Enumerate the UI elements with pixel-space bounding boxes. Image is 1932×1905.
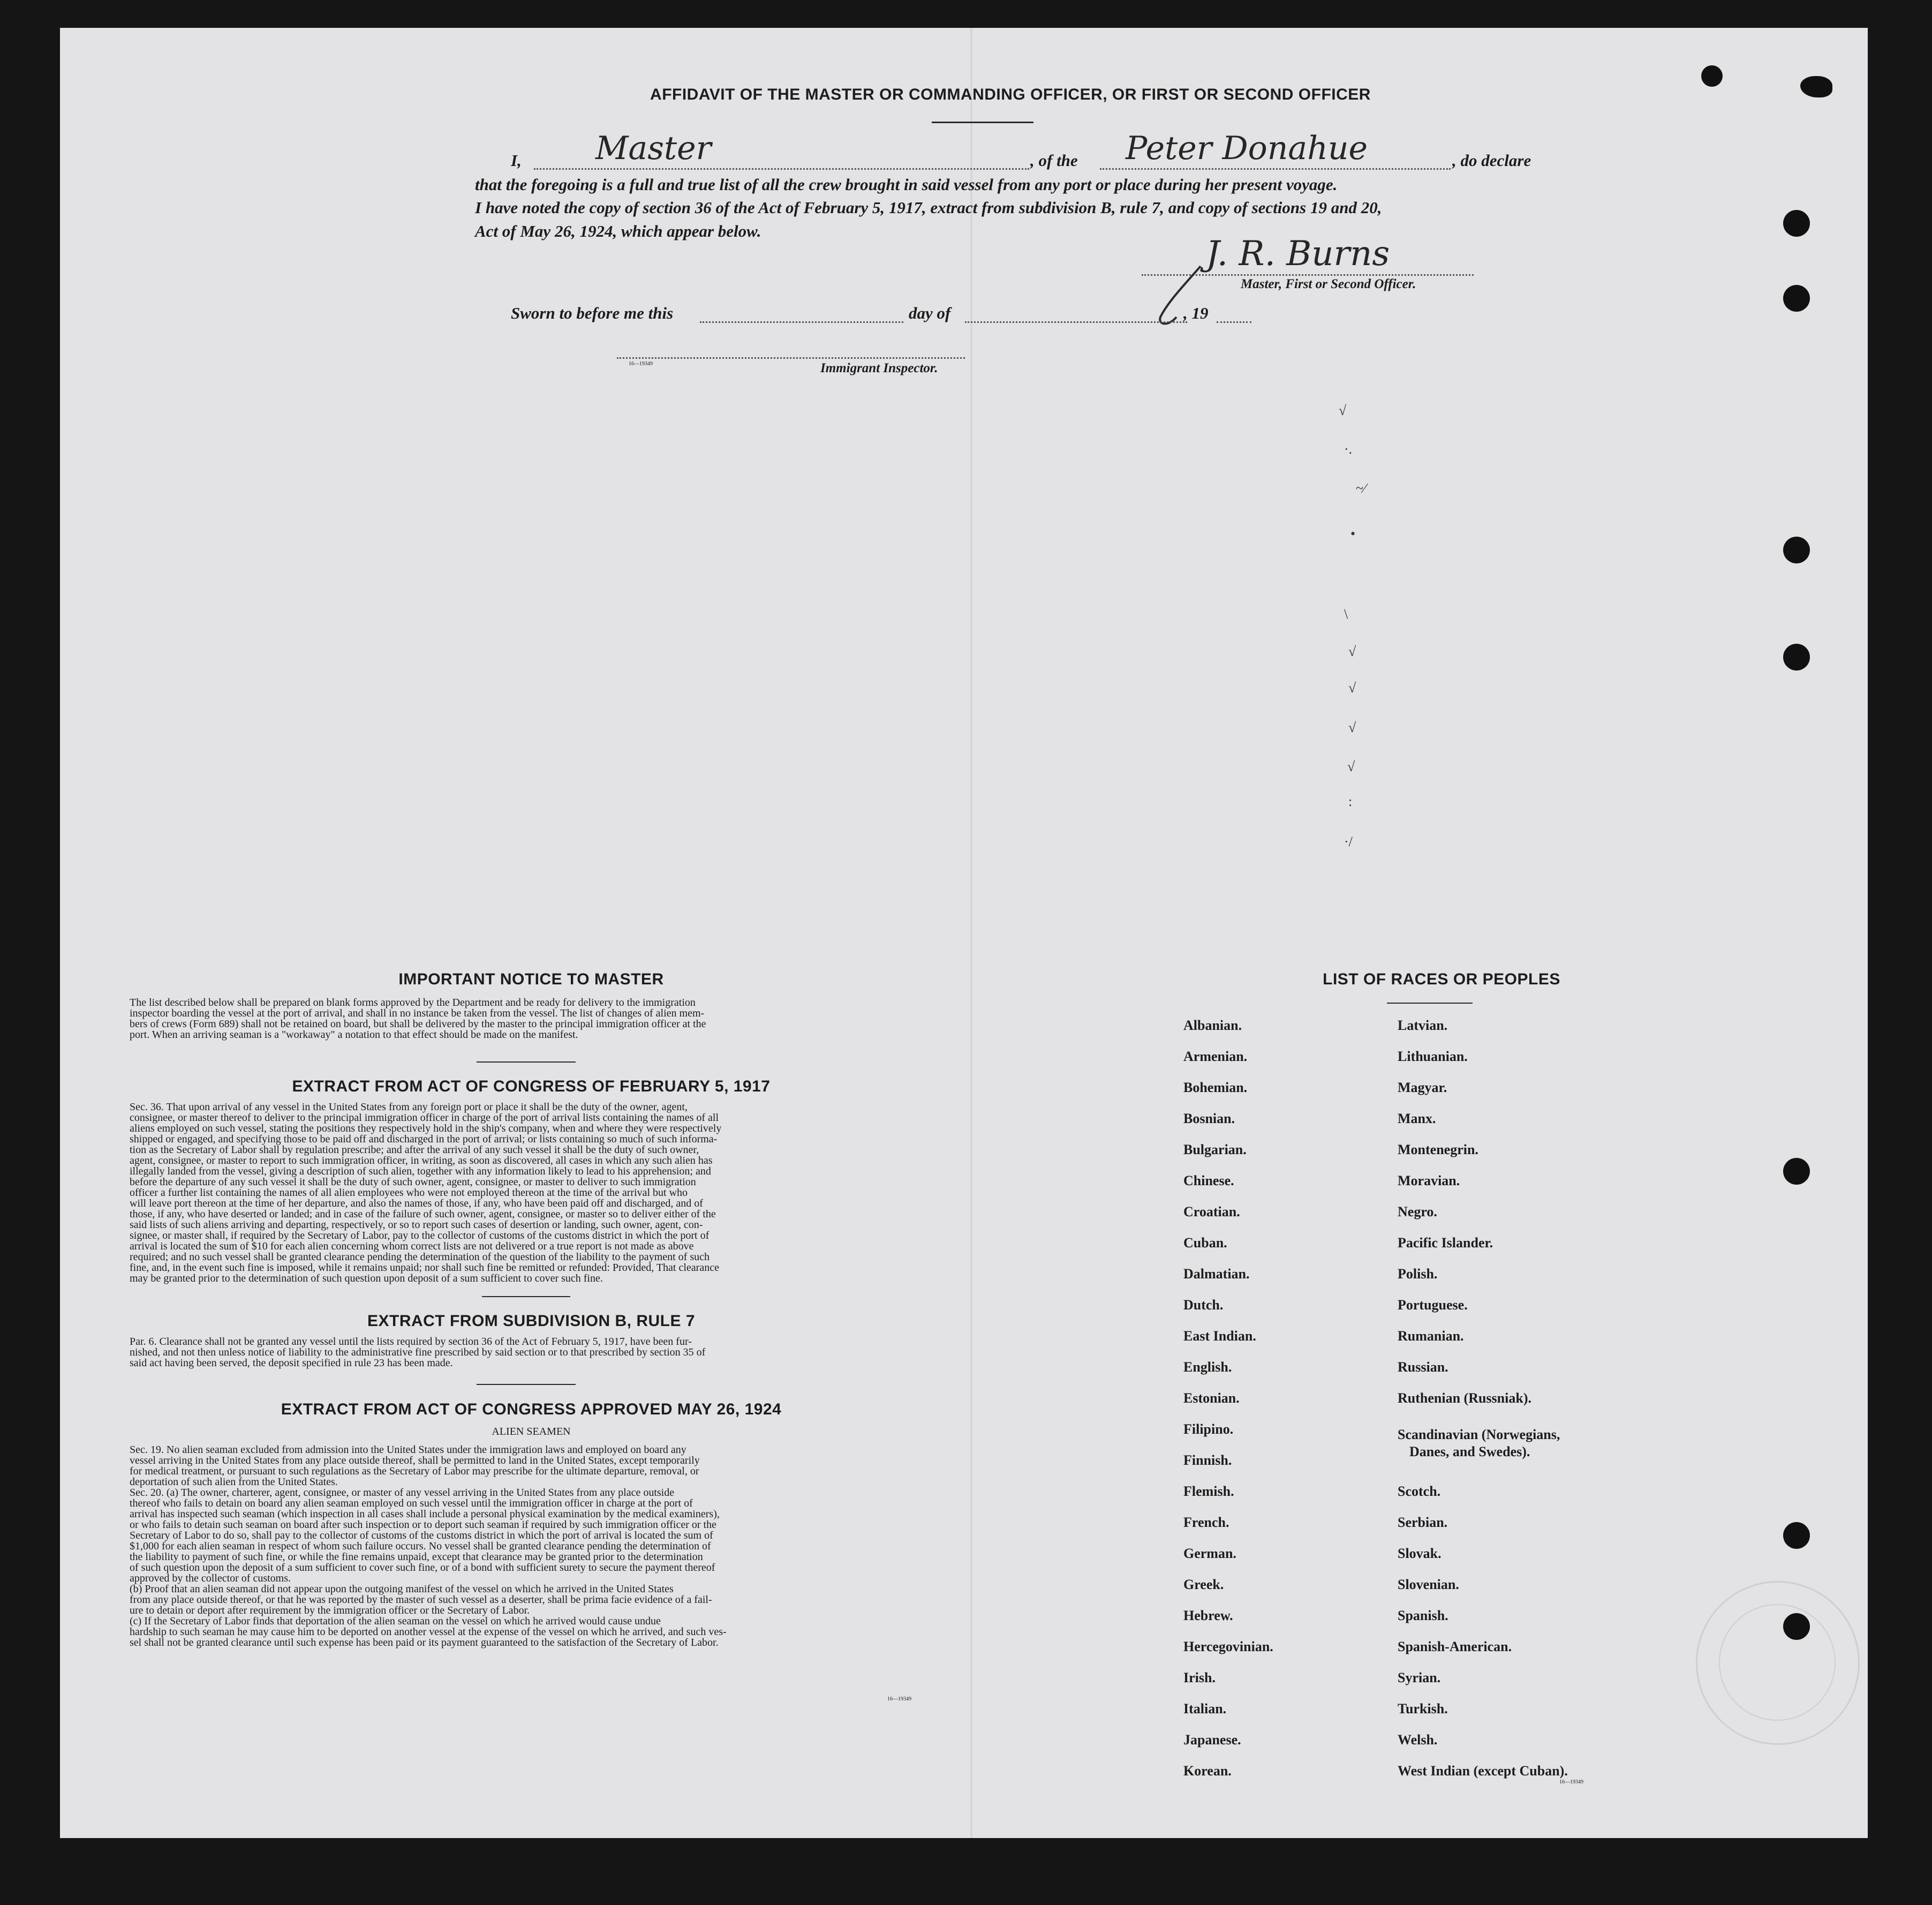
extract-line: for medical treatment, or pursuant to such regulations as the Secretary of Labor may prescribe for the ultimate departure, removal, or <box>130 1465 699 1477</box>
race-right-item: Negro. <box>1398 1204 1437 1219</box>
extract-line: said act having been served, the deposit specified in rule 23 has been made. <box>130 1357 453 1369</box>
tally-mark: √ <box>1347 759 1355 774</box>
race-left-item: Filipino. <box>1183 1421 1234 1437</box>
race-right-item: Turkish. <box>1398 1701 1448 1716</box>
extract-line: arrival has inspected such seaman (which inspection in all cases shall include a personal physical examination by the medical examiners), <box>130 1508 720 1520</box>
races-title: LIST OF RACES OR PEOPLES <box>1323 970 1560 988</box>
race-right-item: Scotch. <box>1398 1484 1441 1499</box>
extract-line: may be granted prior to the determination of such question upon deposit of a sum sufficient to cover such fine. <box>130 1272 603 1284</box>
extract-line: Par. 6. Clearance shall not be granted any vessel until the lists required by section 36 of the Act of February 5, 1917, have been fur- <box>130 1336 692 1347</box>
race-right-item: Spanish. <box>1398 1608 1448 1623</box>
race-right-item: Spanish-American. <box>1398 1639 1512 1654</box>
race-left-item: Dalmatian. <box>1183 1266 1250 1282</box>
inspector-caption: Immigrant Inspector. <box>820 361 938 375</box>
race-left-item: French. <box>1183 1515 1229 1530</box>
race-left-item: Cuban. <box>1183 1235 1227 1251</box>
officer-handwritten: Master <box>595 130 712 167</box>
tally-mark: • <box>1350 526 1356 541</box>
punch-hole <box>1783 1522 1810 1549</box>
race-left-item: Hercegovinian. <box>1183 1639 1273 1654</box>
race-right-item: Slovenian. <box>1398 1577 1459 1592</box>
punch-hole <box>1783 210 1810 237</box>
tally-mark: ·/ <box>1344 834 1353 849</box>
sworn-month-line <box>965 321 1187 323</box>
title-underline <box>932 122 1033 123</box>
race-right-item: Polish. <box>1398 1266 1438 1282</box>
extract-line: vessel arriving in the United States from any place outside thereof, shall be permitted to land in the United States, except temporarily <box>130 1455 700 1466</box>
race-left-item: Armenian. <box>1183 1049 1248 1064</box>
document-sheet <box>60 28 1868 1838</box>
extract-line: sel shall not be granted clearance until such expense has been paid or its payment guaranteed to the satisfaction of the Secretary of Labor. <box>130 1637 719 1648</box>
race-left-item: Flemish. <box>1183 1484 1234 1499</box>
race-left-item: Chinese. <box>1183 1173 1234 1188</box>
race-left-item: Irish. <box>1183 1670 1216 1685</box>
punch-hole <box>1783 285 1810 312</box>
extract-line: ure to detain or deport after requirement by the immigration officer or the Secretary of Labor. <box>130 1605 530 1616</box>
race-left-item: Bosnian. <box>1183 1111 1235 1126</box>
affidavit-line-4: Act of May 26, 1924, which appear below. <box>475 222 761 240</box>
race-right-item: Scandinavian (Norwegians, <box>1398 1427 1560 1442</box>
divider <box>482 1296 570 1297</box>
race-right-item: Syrian. <box>1398 1670 1441 1685</box>
race-right-item: Welsh. <box>1398 1732 1438 1748</box>
extract-line: aliens employed on such vessel, stating the positions they respectively hold in the ship's company, when and where they were respectively <box>130 1123 722 1134</box>
extract-line: before the departure of any such vessel it shall be the duty of such owner, agent, consignee, or master to deliver to such immigration <box>130 1176 696 1188</box>
notice-body <box>130 997 933 1040</box>
extract-line: arrival is located the sum of $10 for each alien concerning whom correct lists are not delivered or a true report is not made as above <box>130 1240 694 1252</box>
extract-line: Sec. 20. (a) The owner, charterer, agent, consignee, or master of any vessel arriving in the United States from any place outside <box>130 1487 675 1499</box>
punch-hole <box>1701 65 1723 87</box>
signature-handwritten: J. R. Burns <box>1206 234 1390 274</box>
tally-mark: √ <box>1348 680 1356 696</box>
race-right-item: Rumanian. <box>1398 1328 1464 1344</box>
affidavit-line-2: that the foregoing is a full and true list of all the crew brought in said vessel from any port or place during her present voyage. <box>475 175 1338 194</box>
rule7-body <box>130 1336 933 1368</box>
notice-line: bers of crews (Form 689) shall not be retained on board, but shall be delivered by the master to the principal immigration officer at the <box>130 1018 706 1030</box>
divider <box>477 1061 576 1063</box>
race-left-item: Estonian. <box>1183 1390 1240 1406</box>
races-form-number: 16—19349 <box>1559 1779 1583 1785</box>
extract-line: consignee, or master thereof to deliver to the principal immigration officer in charge of the port of arrival lists containing the names of all <box>130 1112 719 1124</box>
extract-line: those, if any, who have deserted or landed; and in case of the failure of such owner, agent, consignee, or master so to deliver either of the <box>130 1208 716 1220</box>
notice-line: inspector boarding the vessel at the port of arrival, and shall in no instance be taken from the vessel. The list of changes of alien mem- <box>130 1007 705 1019</box>
affidavit-form-number: 16—19349 <box>629 361 653 367</box>
race-left-item: Korean. <box>1183 1763 1232 1779</box>
extract-line: Sec. 19. No alien seaman excluded from admission into the United States under the immigration laws and employed on board any <box>130 1444 686 1456</box>
notice-line: port. When an arriving seaman is a "workaway" a notation to that effect should be made on the manifest. <box>130 1029 578 1041</box>
day-of-label: day of <box>909 304 951 322</box>
notice-title: IMPORTANT NOTICE TO MASTER <box>398 970 664 988</box>
extract-line: deportation of such alien from the United States. <box>130 1476 338 1488</box>
vessel-fill-line <box>1100 168 1451 170</box>
divider <box>477 1384 576 1385</box>
extract-form-number: 16—19349 <box>887 1696 911 1702</box>
extract-1917-body <box>130 1102 933 1284</box>
race-right-item: Manx. <box>1398 1111 1436 1126</box>
alien-seamen-subtitle: ALIEN SEAMEN <box>492 1426 571 1437</box>
vessel-handwritten: Peter Donahue <box>1126 130 1368 167</box>
race-left-item: Croatian. <box>1183 1204 1240 1219</box>
embossed-seal <box>1696 1581 1860 1745</box>
tally-mark: √ <box>1339 403 1347 418</box>
tally-mark: √ <box>1348 720 1356 735</box>
race-left-item: Bohemian. <box>1183 1080 1248 1095</box>
race-right-item: Montenegrin. <box>1398 1142 1478 1157</box>
affidavit-i-label: I, <box>511 151 522 170</box>
race-left-item: Bulgarian. <box>1183 1142 1247 1157</box>
race-right-item: Slovak. <box>1398 1546 1442 1561</box>
race-right-item: Lithuanian. <box>1398 1049 1468 1064</box>
extract-line: the liability to payment of such fine, or while the fine remains unpaid, except that clearance may be granted prior to the determination <box>130 1551 703 1563</box>
extract-1924-body <box>130 1444 933 1648</box>
extract-line: (b) Proof that an alien seaman did not appear upon the outgoing manifest of the vessel on which he arrived in the United States <box>130 1583 674 1595</box>
of-the-label: , of the <box>1030 151 1078 170</box>
declare-label: , do declare <box>1452 151 1531 170</box>
race-left-item: German. <box>1183 1546 1236 1561</box>
punch-hole <box>1783 644 1810 671</box>
sworn-year-line <box>1217 321 1251 323</box>
sworn-day-line <box>700 321 903 323</box>
notice-line: The list described below shall be prepared on blank forms approved by the Department and be ready for delivery to the immigration <box>130 997 696 1008</box>
affidavit-line-3: I have noted the copy of section 36 of the Act of February 5, 1917, extract from subdivision B, rule 7, and copy of sections 19 and 20, <box>475 198 1382 217</box>
extract-line: signee, or master shall, if required by the Secretary of Labor, pay to the collector of customs of the customs district in which the port of <box>130 1230 710 1241</box>
punch-hole <box>1783 1158 1810 1185</box>
race-left-item: Italian. <box>1183 1701 1227 1716</box>
race-left-item: Dutch. <box>1183 1297 1224 1313</box>
extract-line: $1,000 for each alien seaman in respect of whom such failure occurs. No vessel shall be granted clearance pending the determination of <box>130 1540 711 1552</box>
tally-mark: √ <box>1348 644 1356 659</box>
year-label: , 19 <box>1183 304 1209 322</box>
extract-line: approved by the collector of customs. <box>130 1572 291 1584</box>
embossed-seal-inner-ring <box>1719 1604 1836 1721</box>
race-left-item: English. <box>1183 1359 1232 1375</box>
race-right-item: Serbian. <box>1398 1515 1448 1530</box>
race-right-item: Latvian. <box>1398 1018 1448 1033</box>
race-left-item: Albanian. <box>1183 1018 1242 1033</box>
extract-1924-title: EXTRACT FROM ACT OF CONGRESS APPROVED MAY 26, 1924 <box>281 1400 782 1418</box>
extract-line: agent, consignee, or master to report to such immigration officer, in writing, as soon as discovered, all cases in which any such alien has <box>130 1155 713 1166</box>
race-left-item: Japanese. <box>1183 1732 1241 1748</box>
signature-caption: Master, First or Second Officer. <box>1241 277 1416 291</box>
extract-1917-title: EXTRACT FROM ACT OF CONGRESS OF FEBRUARY 5, 1917 <box>292 1078 771 1095</box>
race-right-item: Ruthenian (Russniak). <box>1398 1390 1531 1406</box>
tally-mark: ·. <box>1344 441 1353 457</box>
tally-mark: ~∕ <box>1356 480 1366 496</box>
officer-fill-line <box>534 168 1029 170</box>
page-fold <box>970 28 972 1838</box>
extract-line: (c) If the Secretary of Labor finds that deportation of the alien seaman on the vessel on which he arrived would cause undue <box>130 1615 661 1627</box>
extract-line: hardship to such seaman he may cause him to be deported on another vessel at the expense of the vessel on which he arrived, and such ves- <box>130 1626 727 1638</box>
extract-line: of such question upon the deposit of a sum sufficient to cover such fine, or of a bond with sufficient surety to secure the payment thereof <box>130 1562 715 1573</box>
race-left-item: East Indian. <box>1183 1328 1256 1344</box>
extract-line: will leave port thereon at the time of her departure, and also the names of those, if any, who have been paid off and discharged, and of <box>130 1198 703 1209</box>
extract-line: or who fails to detain such seaman on board after such inspection or to deport such seaman if required by such immigration officer or the <box>130 1519 716 1531</box>
extract-line: thereof who fails to detain on board any alien seaman employed on such vessel until the immigration officer in charge at the port of <box>130 1497 693 1509</box>
extract-line: fine, and, in the event such fine is imposed, while it remains unpaid; nor shall such fine be remitted or refunded: Provided, That clearance <box>130 1262 719 1274</box>
race-right-item: Magyar. <box>1398 1080 1447 1095</box>
race-left-item: Greek. <box>1183 1577 1224 1592</box>
tally-mark: \ <box>1344 606 1348 622</box>
extract-line: required; and no such vessel shall be granted clearance pending the determination of the question of the liability to the payment of such <box>130 1251 710 1263</box>
tally-mark: : <box>1348 794 1353 809</box>
extract-line: Sec. 36. That upon arrival of any vessel in the United States from any foreign port or place it shall be the duty of the owner, agent, <box>130 1101 688 1113</box>
punch-hole <box>1783 537 1810 563</box>
punch-hole <box>1800 76 1832 97</box>
extract-line: shipped or engaged, and specifying those to be paid off and discharged in the port of arrival; or lists containing so much of such informa- <box>130 1133 718 1145</box>
race-right-item: Moravian. <box>1398 1173 1460 1188</box>
extract-line: said lists of such aliens arriving and departing, respectively, or so to report such cases of desertion or landing, such owner, agent, con- <box>130 1219 703 1231</box>
race-right-item: Danes, and Swedes). <box>1409 1444 1530 1459</box>
extract-line: officer a further list containing the names of all alien employees who were not employed thereon at the time of the arrival but who <box>130 1187 688 1199</box>
race-right-item: Portuguese. <box>1398 1297 1468 1313</box>
punch-hole <box>1783 1613 1810 1640</box>
rule7-title: EXTRACT FROM SUBDIVISION B, RULE 7 <box>367 1312 696 1330</box>
race-right-item: West Indian (except Cuban). <box>1398 1763 1568 1779</box>
extract-line: tion as the Secretary of Labor shall by regulation prescribe; and after the arrival of any such vessel it shall be the duty of such owner, <box>130 1144 699 1156</box>
race-right-item: Pacific Islander. <box>1398 1235 1493 1251</box>
extract-line: Secretary of Labor to do so, shall pay to the collector of customs of the customs district in which the port of arrival is located the sum of <box>130 1530 713 1541</box>
inspector-line <box>617 357 965 359</box>
extract-line: from any place outside thereof, or that he was reported by the master of such vessel as a deserter, shall be prima facie evidence of a fail- <box>130 1594 712 1606</box>
race-left-item: Hebrew. <box>1183 1608 1233 1623</box>
extract-line: nished, and not then unless notice of liability to the administrative fine prescribed by said section or to that prescribed by section 35 of <box>130 1346 706 1358</box>
races-underline <box>1387 1003 1473 1004</box>
sworn-label: Sworn to before me this <box>511 304 674 322</box>
race-right-item: Russian. <box>1398 1359 1448 1375</box>
race-left-item: Finnish. <box>1183 1452 1232 1468</box>
affidavit-title: AFFIDAVIT OF THE MASTER OR COMMANDING OFFICER, OR FIRST OR SECOND OFFICER <box>650 86 1371 103</box>
extract-line: illegally landed from the vessel, giving a description of such alien, together with any information likely to lead to his apprehension; and <box>130 1165 711 1177</box>
